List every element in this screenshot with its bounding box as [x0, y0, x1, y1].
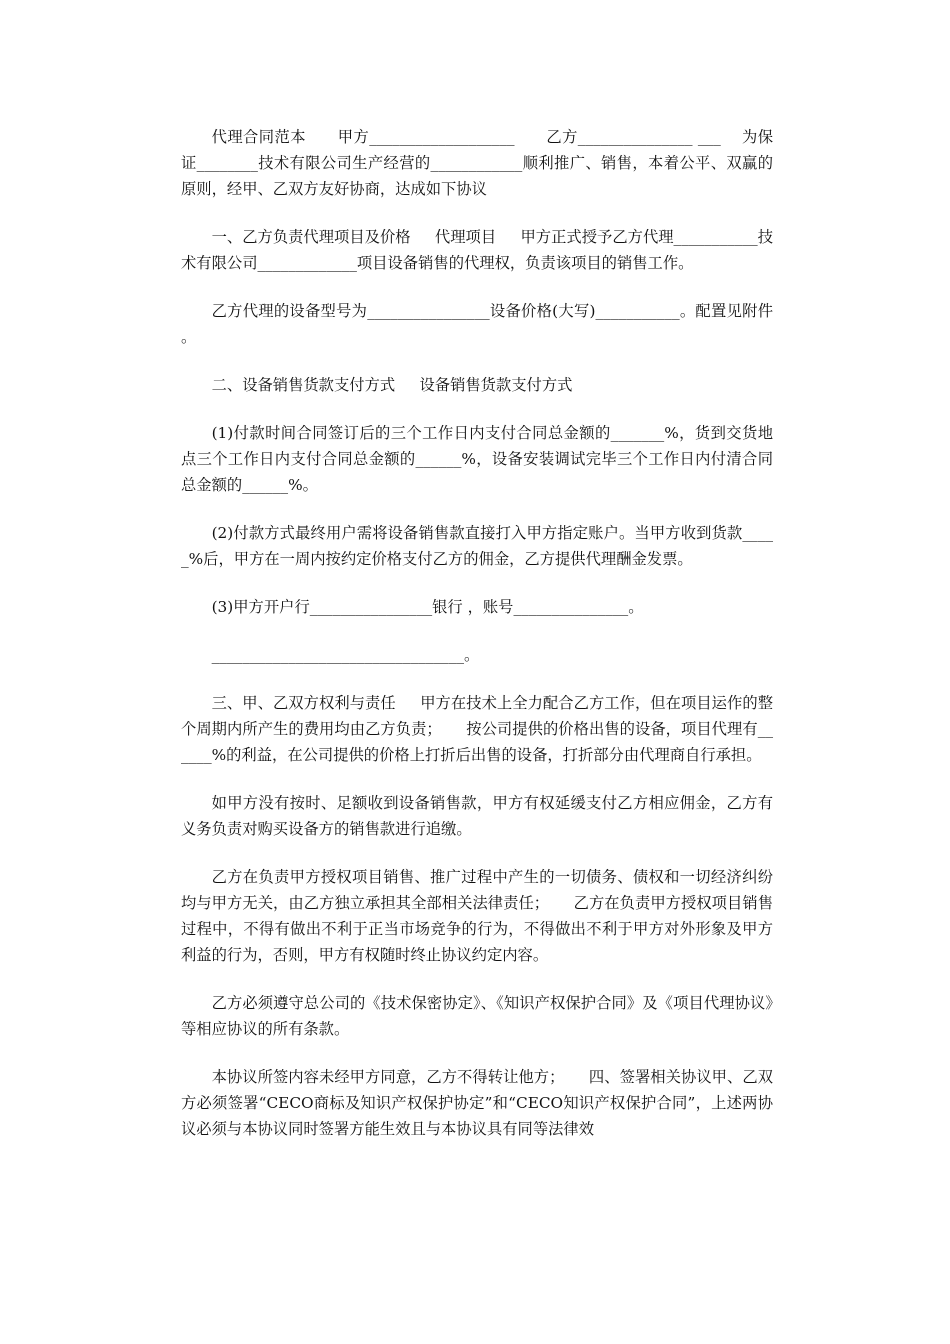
- document-body: [181, 124, 773, 1164]
- equipment-model-paragraph: 乙方代理的设备型号为________________设备价格(大写)___________。配置见附件。: [181, 302, 773, 346]
- intro-paragraph: 代理合同范本 甲方___________________ 乙方_______________ ___ 为保证________技术有限公司生产经营的____________顺利推广、销售，本着公平、双赢的原则，经甲、乙双方友好协商，达成如下协议: [181, 128, 773, 198]
- liability-paragraph: 乙方在负责甲方授权项目销售、推广过程中产生的一切债务、债权和一切经济纠纷均与甲方无关，由乙方独立承担其全部相关法律责任； 乙方在负责甲方授权项目销售过程中，不得有做出不利于正当市场竞争的行为，不得做出不利于甲方对外形象及甲方利益的行为，否则，甲方有权随时终止协议约定内容。: [181, 868, 773, 964]
- account-blank-line: _________________________________。: [211, 646, 480, 664]
- payment-clause-2: (2)付款方式最终用户需将设备销售款直接打入甲方指定账户。当甲方收到货款_____%后，甲方在一周内按约定价格支付乙方的佣金，乙方提供代理酬金发票。: [181, 524, 773, 568]
- section-4-paragraph: 本协议所签内容未经甲方同意，乙方不得转让他方； 四、签署相关协议甲、乙双方必须签署“CECO商标及知识产权保护协定”和“CECO知识产权保护合同”，上述两协议必须与本协议同时签署方能生效且与本协议具有同等法律效: [181, 1068, 773, 1138]
- payment-clause-1: (1)付款时间合同签订后的三个工作日内支付合同总金额的_______%，货到交货地点三个工作日内支付合同总金额的______%，设备安装调试完毕三个工作日内付清合同总金额的______%。: [181, 424, 773, 494]
- section-1-paragraph: 一、乙方负责代理项目及价格 代理项目 甲方正式授予乙方代理___________技术有限公司_____________项目设备销售的代理权，负责该项目的销售工作。: [181, 228, 773, 272]
- compliance-paragraph: 乙方必须遵守总公司的《技术保密协定》、《知识产权保护合同》及《项目代理协议》等相应协议的所有条款。: [181, 994, 773, 1038]
- commission-delay-paragraph: 如甲方没有按时、足额收到设备销售款，甲方有权延缓支付乙方相应佣金，乙方有义务负责对购买设备方的销售款进行追缴。: [181, 794, 773, 838]
- section-2-heading: 二、设备销售货款支付方式 设备销售货款支付方式: [211, 376, 573, 394]
- payment-clause-3: (3)甲方开户行________________银行 ，账号_______________。: [211, 598, 644, 616]
- section-3-paragraph: 三、甲、乙双方权利与责任 甲方在技术上全力配合乙方工作，但在项目运作的整个周期内所产生的费用均由乙方负责； 按公司提供的价格出售的设备，项目代理有______%的利益，在公司提供的价格上打折后出售的设备，打折部分由代理商自行承担。: [181, 694, 773, 764]
